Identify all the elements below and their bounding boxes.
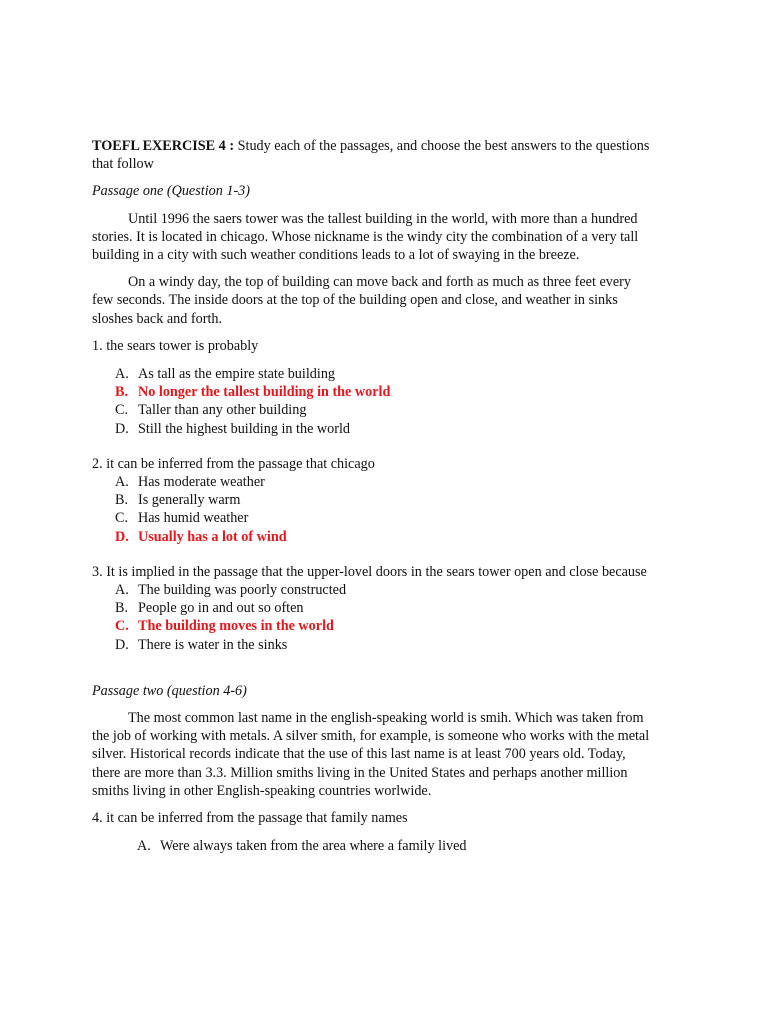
passage-heading: Passage two (question 4-6) xyxy=(92,682,247,699)
passage-paragraph: Until 1996 the saers tower was the tallest building in the world, with more than a hundred stories. It is located in chicago. Whose nickname is the windy city the combination of a very tall building in a city with such weather conditions leads to a lot of swaying in the breeze. xyxy=(92,210,639,264)
answer-option: A. The building was poorly constructed xyxy=(115,582,347,599)
passage-one xyxy=(92,182,652,653)
passage-paragraph: On a windy day, the top of building can move back and forth as much as three feet every few seconds. The inside doors at the top of the building open and close, and weather in sinks sloshes back and forth. xyxy=(92,274,631,327)
answer-option: D. There is water in the sinks xyxy=(115,636,288,653)
question-text: 2. it can be inferred from the passage that chicago xyxy=(92,455,375,472)
answer-option: B. People go in and out so often xyxy=(115,600,304,617)
answer-option: A. As tall as the empire state building xyxy=(115,366,336,383)
answer-options xyxy=(92,837,652,855)
answer-option: D. Still the highest building in the world xyxy=(115,420,351,437)
passage-paragraph: The most common last name in the english-speaking world is smih. Which was taken from the job of working with metals. A silver smith, for example, is someone who works with the metal silver. Historical records indicate that the use of this last name is at least 700 years old. Today, there are more than 3.3. Million smiths living in the United States and perhaps another million smiths living in other English-speaking countries worlwide. xyxy=(92,710,650,799)
question-4 xyxy=(92,809,652,855)
answer-option-correct: C. The building moves in the world xyxy=(115,618,334,635)
exercise-title-bold: TOEFL EXERCISE 4 : xyxy=(92,138,235,154)
answer-option: C. Has humid weather xyxy=(115,510,249,527)
exercise-title-instructions: Study each of the passages, and choose the best answers to the questions that follow xyxy=(92,138,650,173)
answer-option-correct: D. Usually has a lot of wind xyxy=(115,528,287,545)
question-3 xyxy=(92,563,652,654)
answer-option: B. Is generally warm xyxy=(115,492,241,509)
answer-option: A. Were always taken from the area where a family lived xyxy=(137,838,467,855)
answer-option: C. Taller than any other building xyxy=(115,402,307,419)
question-text: 1. the sears tower is probably xyxy=(92,337,259,354)
exercise-title xyxy=(92,137,652,173)
question-text: 3. It is implied in the passage that the upper-lovel doors in the sears tower open and close because xyxy=(92,563,647,580)
question-1 xyxy=(92,337,652,438)
question-2 xyxy=(92,455,652,546)
passage-heading: Passage one (Question 1-3) xyxy=(92,183,251,200)
answer-options xyxy=(92,365,652,438)
answer-options xyxy=(92,473,652,546)
answer-option: A. Has moderate weather xyxy=(115,474,265,491)
passage-two xyxy=(92,682,652,856)
answer-option-correct: B. No longer the tallest building in the world xyxy=(115,384,391,401)
answer-options xyxy=(92,581,652,654)
document-content xyxy=(92,137,652,856)
question-text: 4. it can be inferred from the passage that family names xyxy=(92,810,408,827)
